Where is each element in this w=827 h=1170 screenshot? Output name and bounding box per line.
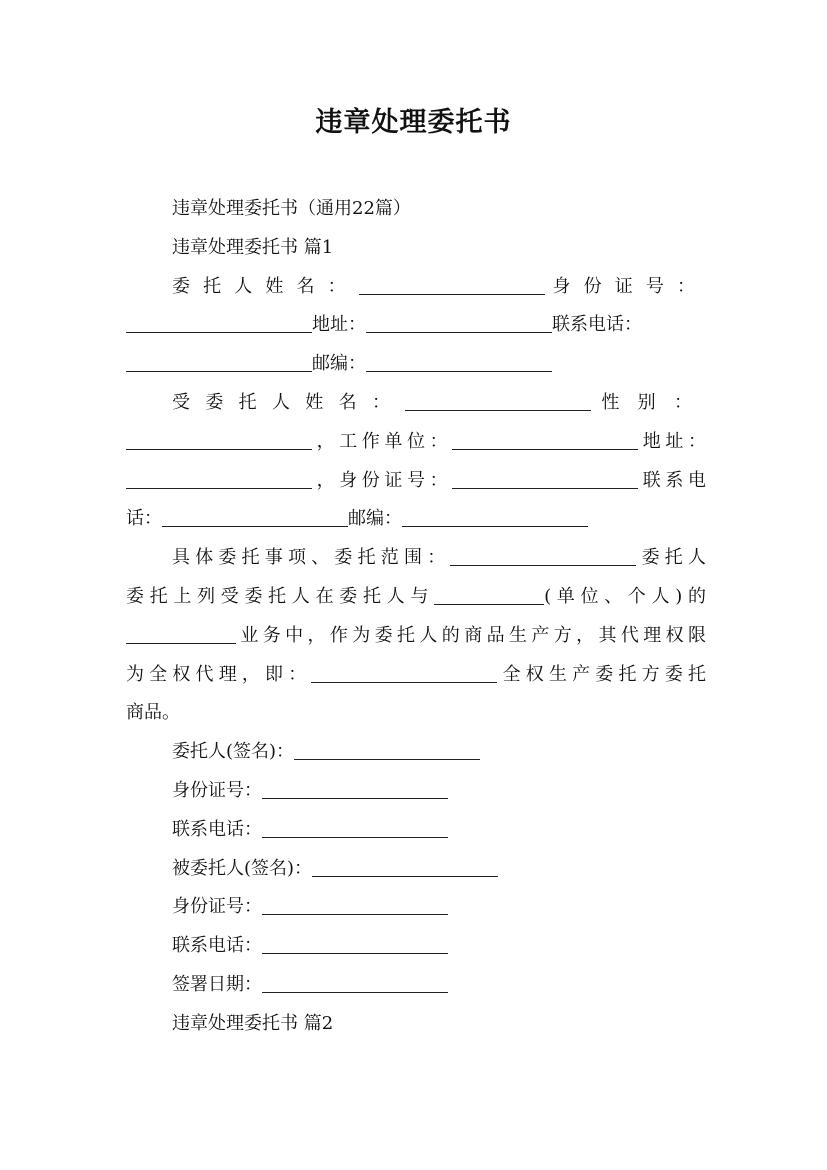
agent-phone-blank [162, 506, 348, 527]
agent-address-blank [126, 468, 312, 489]
subtitle: 违章处理委托书（通用22篇） [172, 198, 411, 219]
agent-employer-blank [452, 429, 638, 450]
agent-line-2 [126, 423, 706, 462]
principal-postcode-blank [366, 351, 552, 372]
principal-line-3 [126, 345, 706, 384]
principal-line-1 [126, 268, 706, 307]
agent-line-1 [126, 384, 706, 423]
matters-text-2: 委托人 [636, 547, 707, 569]
agent-gender-blank [126, 429, 312, 450]
matters-business-blank [126, 623, 236, 644]
principal-line-2 [126, 306, 706, 345]
matters-line-4 [126, 656, 706, 695]
principal-address-label: 地址： [312, 314, 366, 336]
principal-id-line [126, 772, 706, 811]
principal-phone-line [126, 811, 706, 850]
matters-text-1: 具体委托事项、委托范围： [172, 547, 451, 569]
agent-sign-label: 被委托人(签名)： [172, 857, 313, 879]
principal-sign-label: 委托人(签名)： [172, 741, 295, 763]
agent-phone-line [126, 927, 706, 966]
principal-phone-sign-label: 联系电话： [172, 818, 262, 840]
principal-id-label: 身份证号： [552, 275, 707, 297]
matters-text-3: 委托上列受委托人在委托人与 [126, 585, 435, 607]
matters-line-5: 商品。 [126, 702, 180, 724]
matters-text-7: 全权生产委托方委托 [497, 663, 707, 685]
agent-id-sign-label: 身份证号： [172, 896, 262, 918]
section-heading-1: 违章处理委托书 篇1 [172, 236, 334, 258]
section-heading-2: 违章处理委托书 篇2 [172, 1012, 334, 1034]
agent-id-blank [452, 468, 638, 489]
principal-address-blank [366, 312, 552, 333]
document-title: 违章处理委托书 [315, 107, 512, 138]
date-label: 签署日期： [172, 973, 262, 995]
principal-phone-sign-blank [262, 817, 448, 838]
agent-id-line [126, 888, 706, 927]
agent-phone-sign-label: 联系电话： [172, 935, 262, 957]
agent-postcode-blank [402, 506, 588, 527]
principal-sign-line [126, 733, 706, 772]
agent-sign-line [126, 850, 706, 889]
matters-text-4: (单位、个人)的 [544, 585, 707, 607]
agent-phone-label-a: 联系电 [638, 469, 707, 491]
date-line [126, 966, 706, 1005]
matters-text-5: 业务中，作为委托人的商品生产方，其代理权限 [236, 624, 706, 646]
principal-name-label: 委托人姓名： [172, 275, 359, 297]
agent-id-sign-blank [262, 894, 448, 915]
principal-sign-blank [294, 739, 480, 760]
matters-party-blank [434, 584, 544, 605]
agent-phone-sign-blank [262, 933, 448, 954]
principal-postcode-label: 邮编： [312, 353, 366, 375]
principal-id-blank [126, 312, 312, 333]
agent-address-label: 地址： [638, 430, 707, 452]
matters-proxy-blank [311, 662, 497, 683]
agent-name-blank [405, 390, 591, 411]
matters-line-2 [126, 578, 706, 617]
matters-text-6: 为全权代理，即： [126, 663, 312, 685]
agent-phone-label-b: 话： [126, 508, 162, 530]
agent-name-label: 受委托人姓名： [172, 391, 406, 413]
principal-phone-blank [126, 351, 312, 372]
agent-line-4 [126, 500, 706, 539]
principal-name-blank [359, 274, 545, 295]
agent-id-label: ，身份证号： [312, 469, 453, 491]
agent-sign-blank [312, 856, 498, 877]
principal-phone-label: 联系电话： [552, 314, 642, 336]
matters-line-1 [126, 539, 706, 578]
agent-postcode-label: 邮编： [348, 508, 402, 530]
agent-employer-label: ，工作单位： [312, 430, 453, 452]
matters-line-3 [126, 617, 706, 656]
principal-id-sign-label: 身份证号： [172, 779, 262, 801]
matters-scope-blank [450, 545, 636, 566]
agent-line-3 [126, 462, 706, 501]
document-body [126, 190, 706, 1044]
agent-gender-label: 性别： [601, 391, 707, 413]
date-blank [262, 972, 448, 993]
principal-id-sign-blank [262, 778, 448, 799]
